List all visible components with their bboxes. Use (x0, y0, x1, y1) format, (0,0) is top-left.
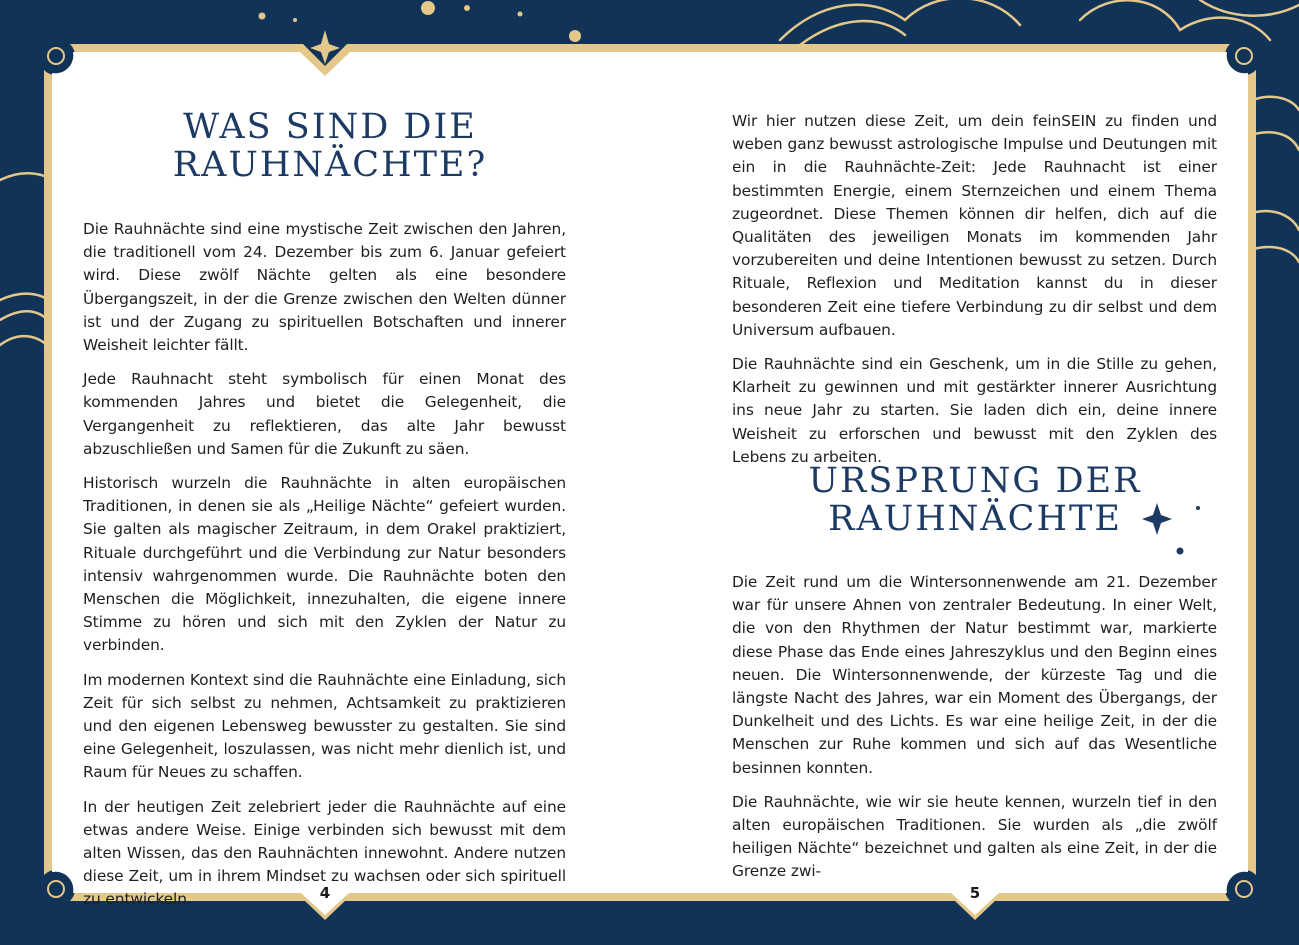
left-heading-line2: RAUHNÄCHTE? (172, 145, 488, 185)
right-paragraph-3: Die Zeit rund um die Wintersonnenwende am 21. Dezember war für unsere Ahnen von zentraler Bedeutung. In einer Welt, die von den Rhythmen der Natur bestimmt war, markierte diese Phase das Ende eines Jahreszyklus und den Beginn eines neuen. Die Wintersonnenwende, der kürzeste Tag und die längste Nacht des Jahres, war ein Moment des Übergangs, der Dunkelheit und des Lichts. Es war eine heilige Zeit, in der die Menschen zur Ruhe kommen und sich auf das Wesentliche besinnen konnten. (732, 573, 1217, 777)
left-heading-line1: WAS SIND DIE (183, 107, 477, 147)
left-paragraph-1: Die Rauhnächte sind eine mystische Zeit zwischen den Jahren, die traditionell vom 24. Dezember bis zum 6. Januar gefeiert wird. Diese zwölf Nächte gelten als eine besondere Übergangszeit, in der die Grenze zwischen den Welten dünner ist und der Zugang zu spirituellen Botschaften und innerer Weisheit leichter fällt. (83, 220, 566, 355)
right-heading-line2: RAUHNÄCHTE (828, 499, 1122, 539)
left-body (83, 218, 566, 923)
right-paragraph-1: Wir hier nutzen diese Zeit, um dein feinSEIN zu finden und weben ganz bewusst astrologische Impulse und Deutungen mit ein in die Rauhnächte-Zeit: Jede Rauhnacht ist einer bestimmten Energie, einem Sternzeichen und einem Thema zugeordnet. Diese Themen können dir helfen, dich auf die Qualitäten des jeweiligen Monats im kommenden Jahr vorzubereiten und deine Intentionen bewusst zu setzen. Durch Rituale, Reflexion und Meditation kannst du in dieser besonderen Zeit eine tiefere Verbindung zu dir selbst und dem Universum aufbauen. (732, 112, 1217, 339)
right-paragraph-2: Die Rauhnächte sind ein Geschenk, um in die Stille zu gehen, Klarheit zu gewinnen und mit gestärkter innerer Ausrichtung ins neue Jahr zu starten. Sie laden dich ein, deine innere Weisheit zu erforschen und bewusst mit den Zyklen des Lebens zu arbeiten. (732, 355, 1217, 466)
moon-dot-icon (1177, 548, 1184, 555)
right-body-bottom (732, 571, 1217, 895)
left-heading (120, 108, 540, 184)
page-number-left: 4 (319, 884, 331, 902)
right-heading (765, 462, 1185, 538)
left-paragraph-5: In der heutigen Zeit zelebriert jeder die Rauhnächte auf eine etwas andere Weise. Einige verbinden sich bewusst mit dem alten Wissen, das den Rauhnächten innewohnt. Andere nutzen diese Zeit, um in ihrem Mindset zu wachsen oder sich spirituell zu entwickeln. (83, 797, 566, 909)
left-paragraph-2: Jede Rauhnacht steht symbolisch für einen Monat des kommenden Jahres und bietet die Gelegenheit, die Vergangenheit zu reflektieren, das alte Jahr bewusst abzuschließen und Samen für die Zukunft zu säen. (83, 370, 566, 458)
right-paragraph-4: Die Rauhnächte, wie wir sie heute kennen, wurzeln tief in den alten europäischen Traditionen. Sie wurden als „die zwölf heiligen Nächte“ bezeichnet und galten als eine Zeit, in der die Grenze zwi- (732, 792, 1217, 881)
page-number-right: 5 (969, 884, 981, 902)
left-paragraph-3: Historisch wurzeln die Rauhnächte in alten europäischen Traditionen, in denen sie als „Heilige Nächte“ gefeiert wurden. Sie galten als magischer Zeitraum, in dem Orakel praktiziert, Rituale durchgeführt und die Verbindung zur Natur besonders intensiv wahrgenommen wurde. Die Rauhnächte boten den Menschen die Möglichkeit, innezuhalten, die eigene innere Stimme zu hören und sich mit den Zyklen der Natur zu verbinden. (83, 474, 566, 655)
left-paragraph-4: Im modernen Kontext sind die Rauhnächte eine Einladung, sich Zeit für sich selbst zu nehmen, Achtsamkeit zu praktizieren und den eigenen Lebensweg bewusster zu gestalten. Sie sind eine Gelegenheit, loszulassen, was nicht mehr dienlich ist, und Raum für Neues zu schaffen. (83, 670, 566, 782)
right-body-top (732, 110, 1217, 480)
right-heading-line1: URSPRUNG DER (808, 461, 1142, 501)
